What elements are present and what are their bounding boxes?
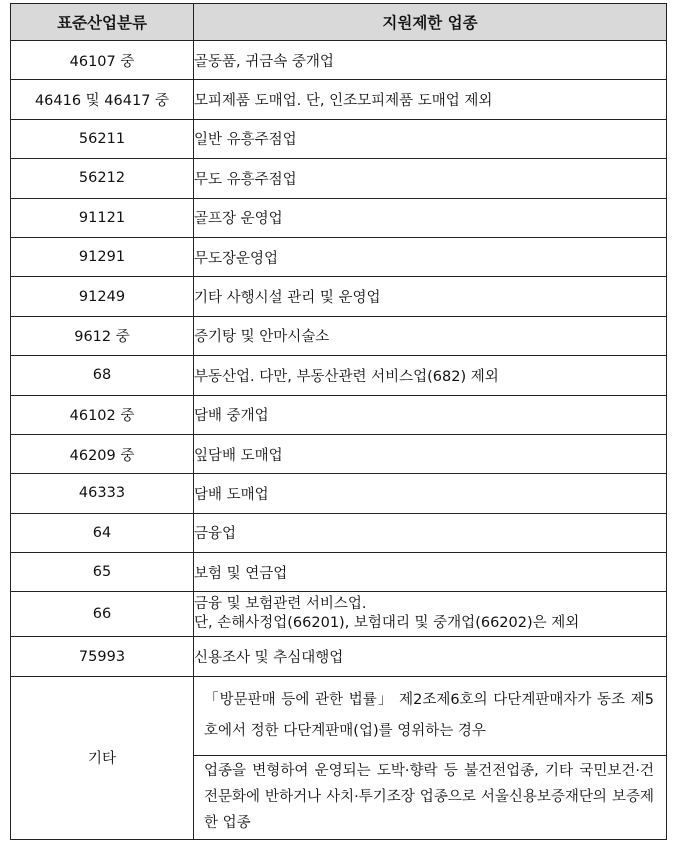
industry-desc: 담배 중개업 xyxy=(194,395,667,434)
industry-desc: 모피제품 도매업. 단, 인조모피제품 도매업 제외 xyxy=(194,80,667,119)
table-row xyxy=(11,637,667,676)
etc-item-unsound-business: 업종을 변형하여 운영되는 도박·향락 등 불건전업종, 기타 국민보건·건전문화에 반하거나 사치·투기조장 업종으로 서울신용보증재단의 보증제한 업종 xyxy=(194,755,667,839)
industry-desc: 신용조사 및 추심대행업 xyxy=(194,637,667,676)
header-industry: 지원제한 업종 xyxy=(194,4,667,41)
industry-code: 46333 xyxy=(11,474,194,513)
industry-code: 46416 및 46417 중 xyxy=(11,80,194,119)
industry-code: 46107 중 xyxy=(11,41,194,80)
table-row xyxy=(11,434,667,473)
industry-code: 68 xyxy=(11,356,194,395)
industry-desc: 기타 사행시설 관리 및 운영업 xyxy=(194,277,667,316)
table-row xyxy=(11,513,667,552)
header-row xyxy=(11,4,667,41)
table-row xyxy=(11,356,667,395)
industry-code: 65 xyxy=(11,553,194,592)
industry-code: 75993 xyxy=(11,637,194,676)
industry-desc: 담배 도매업 xyxy=(194,474,667,513)
table-row xyxy=(11,395,667,434)
industry-desc: 일반 유흥주점업 xyxy=(194,119,667,158)
industry-desc-line: 금융 및 보험관련 서비스업. xyxy=(194,596,367,613)
table-row xyxy=(11,316,667,355)
table-row xyxy=(11,553,667,592)
etc-item-direct-sales: 「방문판매 등에 관한 법률」 제2조제6호의 다단계판매자가 동조 제5호에서 정한 다단계판매(업)를 영위하는 경우 xyxy=(194,676,667,755)
table-row xyxy=(11,80,667,119)
table-row xyxy=(11,41,667,80)
industry-desc xyxy=(194,592,667,637)
industry-code: 91291 xyxy=(11,237,194,276)
table-row xyxy=(11,474,667,513)
restricted-industries-table xyxy=(10,3,667,840)
industry-desc: 골동품, 귀금속 중개업 xyxy=(194,41,667,80)
table-row xyxy=(11,277,667,316)
industry-code: 56212 xyxy=(11,159,194,198)
table-row xyxy=(11,119,667,158)
industry-code: 66 xyxy=(11,592,194,637)
industry-desc: 증기탕 및 안마시술소 xyxy=(194,316,667,355)
industry-desc-line: 단, 손해사정업(66201), 보험대리 및 중개업(66202)은 제외 xyxy=(194,615,580,632)
table-row xyxy=(11,198,667,237)
table-row xyxy=(11,159,667,198)
industry-code: 91121 xyxy=(11,198,194,237)
industry-code: 9612 중 xyxy=(11,316,194,355)
industry-code: 56211 xyxy=(11,119,194,158)
industry-desc: 부동산업. 다만, 부동산관련 서비스업(682) 제외 xyxy=(194,356,667,395)
industry-desc: 잎담배 도매업 xyxy=(194,434,667,473)
industry-desc: 골프장 운영업 xyxy=(194,198,667,237)
industry-desc: 무도 유흥주점업 xyxy=(194,159,667,198)
header-code: 표준산업분류 xyxy=(11,4,194,41)
etc-code: 기타 xyxy=(11,676,194,839)
industry-desc: 금융업 xyxy=(194,513,667,552)
industry-desc: 무도장운영업 xyxy=(194,237,667,276)
industry-code: 91249 xyxy=(11,277,194,316)
table-row xyxy=(11,237,667,276)
industry-code: 46209 중 xyxy=(11,434,194,473)
industry-code: 64 xyxy=(11,513,194,552)
industry-desc: 보험 및 연금업 xyxy=(194,553,667,592)
industry-code: 46102 중 xyxy=(11,395,194,434)
table-row-etc xyxy=(11,676,667,755)
table-row xyxy=(11,592,667,637)
